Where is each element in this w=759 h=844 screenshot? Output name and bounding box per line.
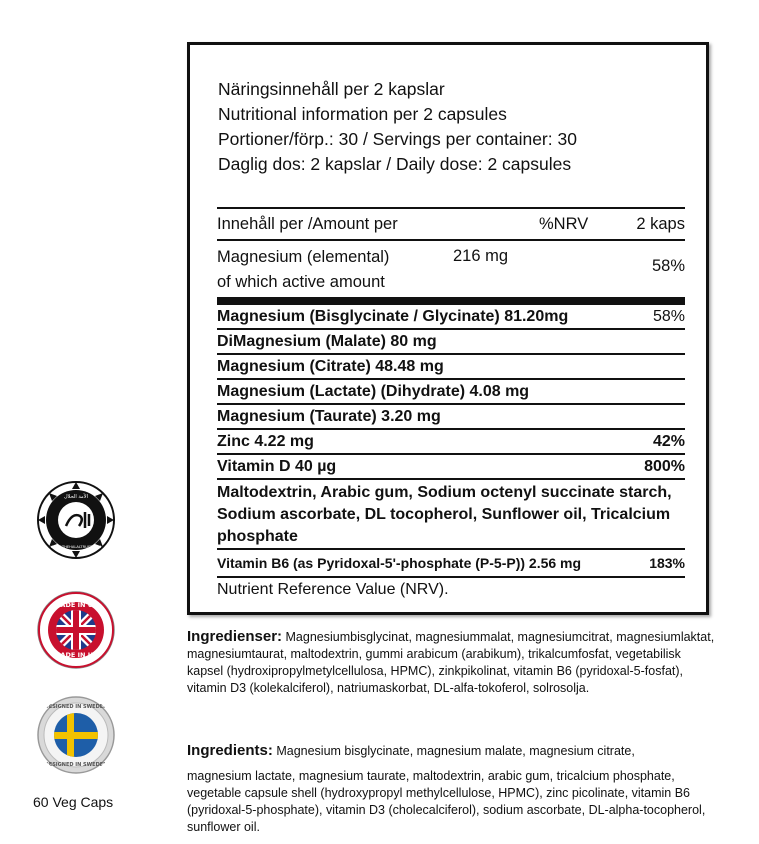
table-row [217, 430, 685, 455]
nutrition-table [217, 207, 685, 599]
ingredients-sv-text: Magnesiumbisglycinat, magnesiummalat, magnesiumcitrat, magnesiumlaktat, magnesiumtaurat, maltodextrin, gummi arabicum (arabikum), trikalcumfosfat, vegetabilisk kapsel (hydroxipropylmetylcellulosa, HPMC), zinkpikolinat, vitamin B6 (pyridoxal-5-fosfat), vitamin D3 (kolekalciferol), natriumaskorbat, DL-alfa-tokoferol, solrosolja. [187, 630, 715, 695]
row-pct: 42% [652, 432, 685, 450]
header-line-1: Näringsinnehåll per 2 kapslar [218, 79, 445, 99]
designed-in-sweden-icon [36, 695, 116, 775]
col-amount: Innehåll per /Amount per [217, 214, 398, 233]
capsule-count: 60 Veg Caps [33, 794, 114, 810]
row-name: Magnesium (Lactate) (Dihydrate) 4.08 mg [217, 382, 530, 400]
table-row [217, 355, 685, 380]
row-name: Vitamin B6 (as Pyridoxal-5'-phosphate (P-5-P)) 2.56 mg [217, 555, 582, 571]
magnesium-pct: 58% [651, 257, 685, 275]
uk-bottom-text: MADE IN UK [53, 651, 99, 659]
row-pct: 800% [644, 457, 685, 475]
row-name: DiMagnesium (Malate) 80 mg [217, 332, 437, 350]
ingredients-english [187, 742, 717, 836]
excipients-row: Maltodextrin, Arabic gum, Sodium octenyl succinate starch, Sodium ascorbate, DL tocopherol, Sunflower oil, Tricalcium phosphate [217, 480, 685, 550]
uk-top-text: MADE IN UK [53, 601, 99, 609]
row-pct: 183% [649, 555, 685, 571]
sweden-bottom-text: DESIGNED IN SWEDEN [44, 762, 108, 768]
table-row [217, 305, 685, 330]
ingredients-en-text-first: Magnesium bisglycinate, magnesium malate, magnesium citrate, [276, 744, 635, 758]
table-row [217, 330, 685, 355]
halal-url-text: WWW.THEHALALTRUST.COM [50, 545, 102, 549]
magnesium-line-1: Magnesium (elemental) [217, 248, 390, 266]
row-name: Magnesium (Taurate) 3.20 mg [217, 407, 441, 425]
panel-header [218, 77, 577, 177]
row-pct: 58% [652, 307, 685, 325]
ingredients-swedish [187, 628, 717, 697]
table-row [217, 455, 685, 480]
row-name: Magnesium (Bisglycinate / Glycinate) 81.20mg [217, 307, 569, 325]
sweden-top-text: DESIGNED IN SWEDEN [44, 704, 108, 710]
halal-arabic-text: الأمة الحلال [64, 494, 88, 500]
header-line-3: Portioner/förp.: 30 / Servings per container: 30 [218, 129, 577, 149]
row-name: Zinc 4.22 mg [217, 432, 314, 450]
ingredients-en-text-rest: magnesium lactate, magnesium taurate, maltodextrin, arabic gum, tricalcium phosphate, vegetable capsule shell (hydroxypropyl methylcellulose, HPMC), zinc picolinate, vitamin B6 (pyridoxal-5-phosphate), vitamin D3 (cholecalciferol), sodium ascorbate, DL-alpha-tocopherol, sunflower oil. [187, 769, 706, 834]
table-header [217, 207, 685, 241]
made-in-uk-icon [36, 590, 116, 670]
col-nrv: %NRV [539, 214, 589, 233]
row-name: Vitamin D 40 µg [217, 457, 337, 475]
table-row [217, 380, 685, 405]
magnesium-elemental-label [217, 245, 389, 295]
magnesium-line-2: of which active amount [217, 273, 385, 291]
nrv-footnote: Nutrient Reference Value (NRV). [217, 581, 449, 598]
table-row [217, 405, 685, 430]
magnesium-value: 216 mg [453, 247, 509, 265]
ingredients-sv-label: Ingredienser: [187, 628, 283, 645]
halal-trust-icon [36, 480, 116, 560]
header-line-4: Daglig dos: 2 kapslar / Daily dose: 2 capsules [218, 154, 572, 174]
col-kaps: 2 kaps [636, 214, 685, 233]
nutrition-panel [187, 42, 709, 615]
magnesium-elemental-row [217, 241, 685, 305]
vitamin-b6-row [217, 550, 685, 578]
row-name: Magnesium (Citrate) 48.48 mg [217, 357, 444, 375]
ingredients-en-label: Ingredients: [187, 742, 273, 759]
header-line-2: Nutritional information per 2 capsules [218, 104, 507, 124]
